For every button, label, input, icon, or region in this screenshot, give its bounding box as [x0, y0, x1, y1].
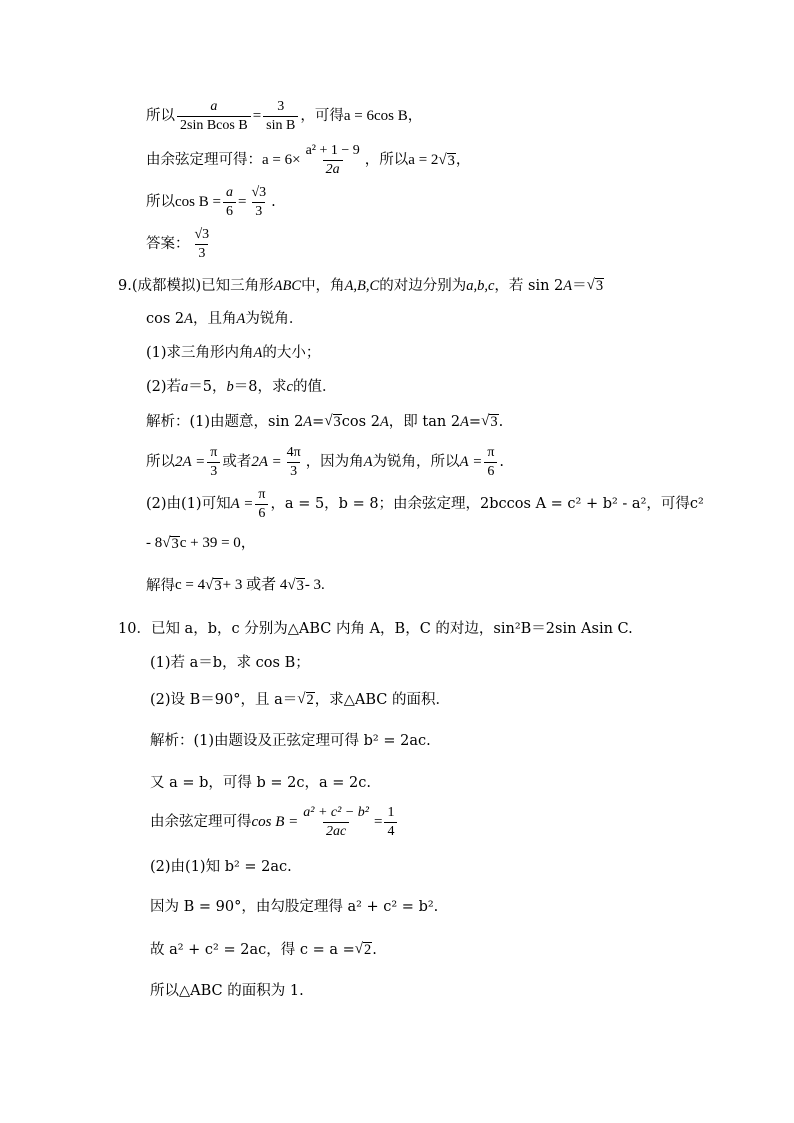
- formula: 2A =: [251, 454, 282, 470]
- text: 的值．: [292, 379, 337, 395]
- text: ＝5，: [188, 379, 227, 395]
- text: 的对边分别为: [379, 277, 467, 294]
- numerator: 1: [387, 805, 395, 820]
- math: ABC: [273, 277, 302, 294]
- sqrt: √ 3: [481, 413, 498, 430]
- radicand: 3: [490, 414, 498, 430]
- math: A: [236, 311, 246, 327]
- radicand: 2: [306, 692, 314, 708]
- math: A: [563, 277, 573, 294]
- formula: cos B =: [251, 814, 299, 830]
- text: ，: [455, 152, 471, 169]
- denominator: 2sin Bcos B: [177, 116, 251, 133]
- text: 解析：(1)由题设及正弦定理可得 b² = 2ac.: [150, 733, 431, 749]
- text: ，求△ABC 的面积．: [314, 691, 451, 708]
- text: (2)若: [146, 379, 182, 395]
- sqrt: √ 3: [162, 535, 179, 552]
- solution-10-line-1: [150, 734, 431, 749]
- numerator: a: [210, 99, 218, 114]
- text: cos 2: [146, 311, 185, 327]
- denominator: 6: [223, 202, 236, 219]
- text: 所以: [146, 108, 175, 125]
- formula: a = 6×: [262, 152, 301, 168]
- numerator: π: [258, 487, 266, 502]
- formula: 2A =: [175, 454, 206, 470]
- text: (成都模拟)已知三角形: [131, 277, 274, 294]
- question-number: 9.: [118, 277, 132, 294]
- solution-10-line-5: [150, 900, 438, 915]
- text: 的大小；: [262, 345, 321, 361]
- solution-9-line-3: [146, 488, 704, 521]
- solution-9-line-4: [146, 536, 256, 552]
- text: 为锐角．: [245, 311, 304, 327]
- formula: A =: [230, 496, 254, 512]
- numerator: π: [210, 445, 218, 460]
- numerator: a: [225, 185, 233, 200]
- sqrt: √ 3: [438, 151, 455, 169]
- denominator: 3: [252, 202, 265, 219]
- math: A: [460, 413, 469, 430]
- period: .: [499, 454, 504, 471]
- formula: + 3 或者 4: [222, 577, 288, 594]
- solution-line-3: [146, 186, 276, 219]
- equals: =: [373, 814, 383, 830]
- answer-line: [146, 228, 214, 261]
- formula: a = 2: [408, 152, 439, 168]
- numerator: √3: [251, 185, 267, 200]
- math: A: [363, 454, 373, 471]
- denominator: 6: [484, 462, 497, 479]
- solution-9-line-5: [146, 578, 325, 594]
- text: ，且角: [193, 311, 237, 327]
- formula: - 3.: [304, 577, 325, 594]
- equals: =: [237, 194, 247, 210]
- solution-9-line-1: [146, 414, 503, 430]
- text: (2)由(1)知 b² = 2ac.: [150, 859, 292, 875]
- denominator: 3: [207, 462, 220, 479]
- equals: =: [252, 108, 262, 124]
- formula: A =: [459, 454, 483, 470]
- solution-10-line-3: [150, 806, 399, 839]
- question-9-part-1: [146, 346, 320, 361]
- text: 由余弦定理可得: [150, 814, 252, 831]
- text: (1)求三角形内角: [146, 345, 254, 361]
- fraction: [248, 186, 269, 219]
- solution-line-2: [146, 144, 470, 177]
- math: a: [181, 379, 189, 395]
- radicand: 2: [363, 942, 372, 958]
- text: =: [468, 413, 482, 430]
- fraction: [223, 186, 236, 219]
- fraction: [255, 488, 268, 521]
- solution-9-line-2: [146, 446, 504, 479]
- formula: a = 6cos B: [343, 108, 408, 124]
- sqrt: √ 3: [205, 577, 222, 594]
- denominator: 3: [287, 462, 300, 479]
- text: 已知 a，b，c 分别为△ABC 内角 A，B，C 的对边，sin²B＝2sin Asin C.: [150, 621, 633, 637]
- radicand: 3: [171, 536, 179, 552]
- text: ，a = 5，b = 8；由余弦定理，2bccos A = c² + b² - a²，可得c²: [270, 496, 704, 513]
- solution-10-line-2: [150, 776, 371, 791]
- text: ，即 tan 2: [388, 413, 461, 430]
- text: 为锐角，所以: [372, 454, 460, 471]
- text: 解得: [146, 577, 175, 594]
- period: .: [498, 413, 504, 430]
- radicand: 3: [447, 152, 455, 169]
- numerator: 3: [277, 99, 285, 114]
- text: ，因为角: [305, 454, 364, 471]
- radicand: 3: [595, 278, 604, 294]
- text: ，可得: [300, 108, 344, 125]
- fraction-3-over-sinB: [263, 100, 298, 133]
- question-10-part-1: [150, 656, 310, 671]
- question-10-part-2: [150, 692, 450, 708]
- sqrt: √ 3: [324, 413, 341, 430]
- text: =: [312, 413, 325, 430]
- period: .: [372, 941, 377, 958]
- sqrt: √ 2: [297, 691, 314, 708]
- fraction: [284, 446, 304, 479]
- text: cos 2: [341, 413, 380, 430]
- period: .: [271, 194, 276, 211]
- solution-10-line-7: [150, 984, 304, 999]
- text: 所以△ABC 的面积为 1.: [150, 983, 304, 999]
- math: A: [303, 413, 313, 430]
- fraction: [384, 806, 397, 839]
- text: 或者: [222, 454, 252, 471]
- sqrt: √ 2: [354, 941, 372, 958]
- numerator: √3: [194, 227, 210, 242]
- math: A,B,C: [344, 277, 380, 294]
- fraction: [300, 806, 372, 839]
- formula: c + 39 = 0，: [179, 535, 256, 552]
- text: (2)由(1)可知: [146, 496, 231, 513]
- text: 又 a = b，可得 b = 2c，a = 2c.: [150, 775, 371, 791]
- math: c: [286, 379, 293, 395]
- question-number: 10．: [118, 621, 151, 637]
- math: a,b,c: [466, 277, 495, 294]
- text: ＝8，求: [233, 379, 287, 395]
- denominator: 6: [255, 504, 268, 521]
- equals: ＝: [572, 277, 587, 294]
- text: 由余弦定理可得：: [146, 152, 262, 169]
- question-9-title: [118, 278, 604, 294]
- text: ，: [407, 108, 423, 125]
- math: A: [253, 345, 263, 361]
- sqrt: √ 3: [586, 277, 604, 294]
- solution-line-1: [146, 100, 422, 133]
- text: (1)若 a＝b，求 cos B；: [150, 655, 310, 671]
- fraction: [192, 228, 213, 261]
- question-9-part-2: [146, 380, 336, 395]
- text: 中，角: [301, 277, 345, 294]
- answer-label: 答案：: [146, 236, 190, 253]
- formula: c = 4: [175, 577, 206, 594]
- question-10-title: [118, 622, 633, 637]
- numerator: a² + c² − b²: [303, 805, 369, 820]
- math: b: [226, 379, 234, 395]
- radicand: 3: [333, 414, 341, 430]
- fraction: [207, 446, 220, 479]
- fraction: [484, 446, 497, 479]
- numerator: a² + 1 − 9: [305, 143, 360, 158]
- radicand: 3: [296, 578, 304, 594]
- fraction: [303, 144, 363, 177]
- text: 所以: [146, 454, 175, 471]
- sqrt: √ 3: [287, 577, 304, 594]
- formula: - 8: [146, 535, 163, 552]
- text: ，所以: [364, 152, 409, 169]
- text: 因为 B = 90°，由勾股定理得 a² + c² = b².: [150, 899, 439, 915]
- question-9-line-2: [146, 312, 303, 327]
- numerator: π: [487, 445, 495, 460]
- formula: cos B =: [175, 194, 221, 210]
- text: ，若 sin 2: [494, 277, 564, 294]
- denominator: sin B: [263, 116, 298, 133]
- radicand: 3: [214, 578, 222, 594]
- text: 所以: [146, 194, 175, 211]
- denominator: 2a: [323, 160, 343, 177]
- text: (2)设 B＝90°，且 a＝: [150, 691, 298, 708]
- fraction-a-over-2sinBcosB: [177, 100, 251, 133]
- text: 故 a² + c² = 2ac，得 c = a =: [150, 941, 355, 958]
- denominator: 4: [384, 822, 397, 839]
- math: A: [184, 311, 193, 327]
- math: A: [379, 413, 389, 430]
- solution-10-line-6: [150, 942, 377, 958]
- denominator: 2ac: [323, 822, 349, 839]
- numerator: 4π: [286, 445, 301, 460]
- text: 解析：(1)由题意，sin 2: [146, 413, 304, 430]
- solution-10-line-4: [150, 860, 292, 875]
- denominator: 3: [195, 244, 208, 261]
